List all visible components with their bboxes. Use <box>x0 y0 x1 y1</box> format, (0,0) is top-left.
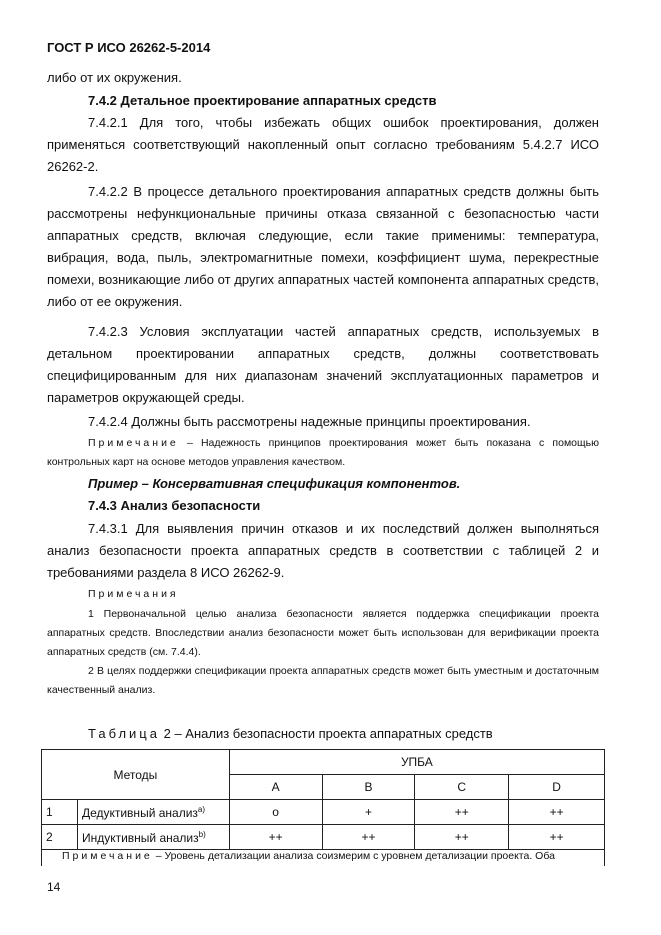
document-header: ГОСТ Р ИСО 26262-5-2014 <box>47 40 211 55</box>
table-caption-label: Таблица <box>88 726 160 741</box>
rating-cell: ++ <box>415 825 509 850</box>
table-note-text: – Уровень детализации анализа соизмерим с уровнем детализации проекта. Оба <box>152 850 555 862</box>
rating-cell: ++ <box>322 825 415 850</box>
row-number: 2 <box>42 825 78 850</box>
note-1: 1 Первоначальной целью анализа безопасности является поддержка спецификации проекта аппаратных средств. Впоследствии анализ безопасности может быть использован для верификации проекта аппаратных средств (см. 7.4.4). <box>47 608 599 658</box>
rating-cell: ++ <box>509 825 605 850</box>
paragraph-7-4-3-1: 7.4.3.1 Для выявления причин отказов и их последствий должен выполняться анализ безопасности проекта аппаратных средств в соответствии с таблицей 2 и требованиями раздела 8 ИСО 26262-9. <box>47 521 599 580</box>
table-note <box>42 850 605 867</box>
paragraph-7-4-2-1: 7.4.2.1 Для того, чтобы избежать общих ошибок проектирования, должен применяться соответствующий накопленный опыт согласно требованиям 5.4.2.7 ИСО 26262-2. <box>47 115 599 174</box>
table-caption <box>88 726 493 741</box>
rating-cell: ++ <box>229 825 322 850</box>
level-c-header: C <box>415 775 509 800</box>
footnote-marker: a) <box>197 804 206 814</box>
level-a-header: A <box>229 775 322 800</box>
note-label: Примечание <box>88 437 179 449</box>
notes-label: Примечания <box>88 588 179 600</box>
method-name: Индуктивный анализ$^{b)}$ <box>77 825 229 850</box>
note-text: – Надежность принципов проектирования может быть показана с помощью контрольных карт на основе методов управления качеством. <box>47 437 599 468</box>
paragraph-7-4-2-4: 7.4.2.4 Должны быть рассмотрены надежные принципы проектирования. <box>88 414 531 429</box>
table-caption-text: 2 – Анализ безопасности проекта аппаратных средств <box>159 726 493 741</box>
methods-header: Методы <box>42 750 230 800</box>
table-note-label: Примечание <box>62 850 153 862</box>
method-name: Дедуктивный анализ$^{a)}$ <box>77 800 229 825</box>
safety-analysis-table <box>41 749 605 866</box>
rating-cell: ++ <box>509 800 605 825</box>
paragraph-7-4-2-3: 7.4.2.3 Условия эксплуатации частей аппаратных средств, используемых в детальном проектировании аппаратных средств, должны соответствовать специфицированным для них диапазонам значений эксплуатационных параметров и параметров окружающей среды. <box>47 324 599 405</box>
paragraph-7-4-2-2: 7.4.2.2 В процессе детального проектирования аппаратных средств должны быть рассмотрены нефункциональные причины отказа связанной с безопасностью части аппаратных средств, включая следующие, если такие применимы: температура, вибрация, вода, пыль, электромагнитные помехи, коэффициент шума, перекрестные помехи, возникающие либо от других аппаратных частей компонента аппаратных средств, либо от ее окружения. <box>47 184 599 309</box>
continuation-text: либо от их окружения. <box>47 70 182 85</box>
row-number: 1 <box>42 800 78 825</box>
table-row <box>42 825 605 850</box>
example-text: Пример – Консервативная спецификация компонентов. <box>88 476 461 491</box>
level-b-header: B <box>322 775 415 800</box>
upba-header: УПБА <box>229 750 604 775</box>
section-7-4-2-title: 7.4.2 Детальное проектирование аппаратных средств <box>88 93 437 108</box>
level-d-header: D <box>509 775 605 800</box>
rating-cell: ++ <box>415 800 509 825</box>
page-number: 14 <box>47 880 61 894</box>
table-row <box>42 800 605 825</box>
rating-cell: o <box>229 800 322 825</box>
rating-cell: + <box>322 800 415 825</box>
footnote-marker: b) <box>198 829 206 839</box>
note-design-principles <box>47 434 599 472</box>
note-2: 2 В целях поддержки спецификации проекта аппаратных средств может быть уместным и достаточным качественный анализ. <box>47 665 599 696</box>
section-7-4-3-title: 7.4.3 Анализ безопасности <box>88 498 261 513</box>
